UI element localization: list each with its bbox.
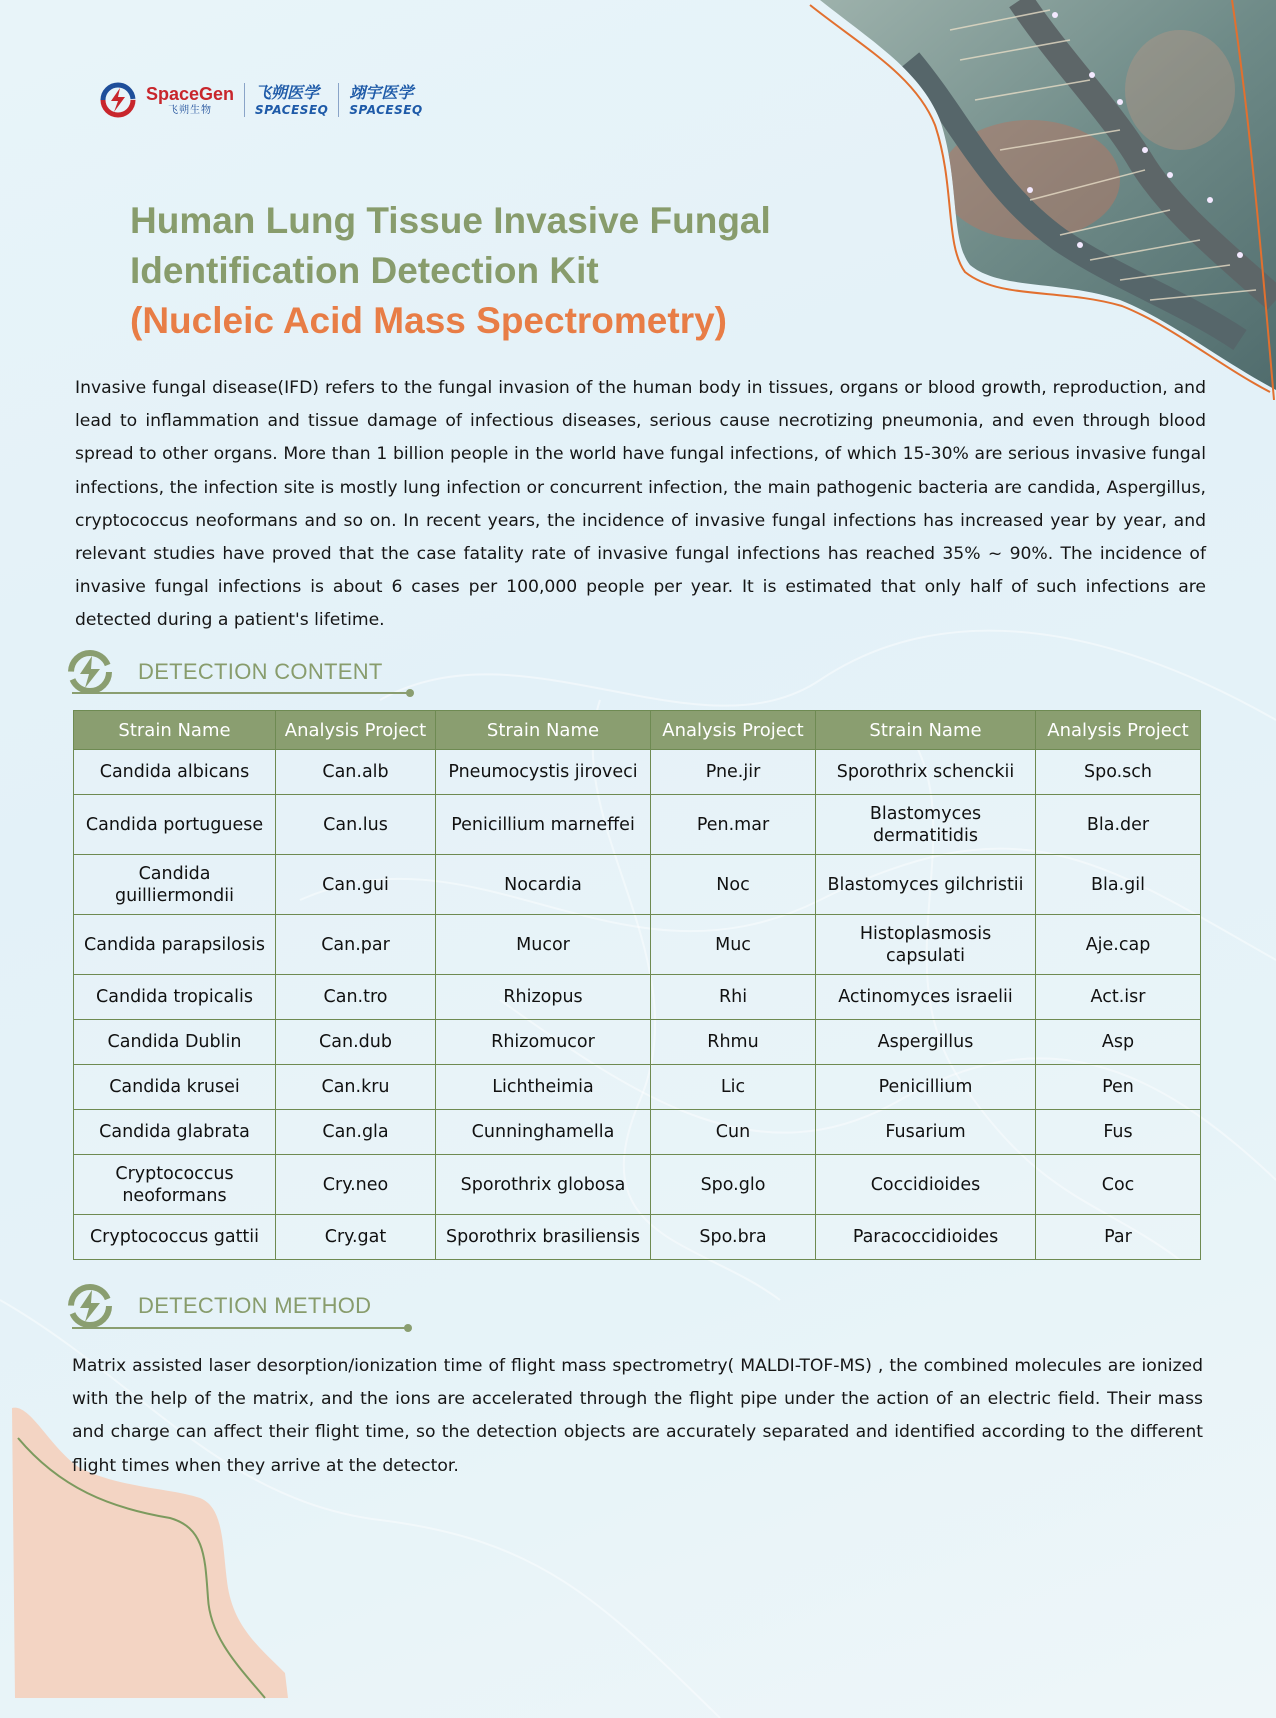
brand-logos	[100, 80, 423, 120]
analysis-project-cell: Fus	[1036, 1110, 1201, 1155]
strain-name-cell: Candida tropicalis	[74, 975, 276, 1020]
table-row	[74, 750, 1201, 795]
strain-name-cell: Sporothrix globosa	[436, 1155, 651, 1215]
spaceseq-1-cn: 飞朔医学	[255, 82, 320, 102]
strain-name-cell: Rhizopus	[436, 975, 651, 1020]
analysis-project-cell: Can.lus	[276, 795, 436, 855]
strain-name-cell: Aspergillus	[816, 1020, 1036, 1065]
analysis-project-cell: Coc	[1036, 1155, 1201, 1215]
table-row	[74, 1065, 1201, 1110]
analysis-project-cell: Can.tro	[276, 975, 436, 1020]
header-strain-name: Strain Name	[74, 711, 276, 750]
header-strain-name: Strain Name	[436, 711, 651, 750]
section-header-detection-content	[66, 648, 383, 696]
section-title: DETECTION METHOD	[138, 1293, 372, 1318]
strain-name-cell: Candida albicans	[74, 750, 276, 795]
table-row	[74, 1020, 1201, 1065]
brand-subname: 飞朔生物	[168, 104, 213, 116]
detection-content-table	[73, 710, 1201, 1260]
analysis-project-cell: Rhmu	[651, 1020, 816, 1065]
analysis-project-cell: Noc	[651, 855, 816, 915]
analysis-project-cell: Spo.bra	[651, 1215, 816, 1260]
analysis-project-cell: Aje.cap	[1036, 915, 1201, 975]
strain-name-cell: Nocardia	[436, 855, 651, 915]
section-header-detection-method	[66, 1282, 371, 1330]
analysis-project-cell: Lic	[651, 1065, 816, 1110]
analysis-project-cell: Bla.der	[1036, 795, 1201, 855]
strain-name-cell: Cunninghamella	[436, 1110, 651, 1155]
analysis-project-cell: Pen.mar	[651, 795, 816, 855]
page-title	[130, 196, 771, 346]
strain-name-cell: Cryptococcus neoformans	[74, 1155, 276, 1215]
table-row	[74, 975, 1201, 1020]
section-underline-dot	[404, 1324, 412, 1332]
analysis-project-cell: Cun	[651, 1110, 816, 1155]
title-line-1: Human Lung Tissue Invasive Fungal	[130, 200, 771, 241]
spaceseq-2-en: SPACESEQ	[349, 102, 423, 117]
spaceseq-logo-1	[255, 82, 329, 117]
strain-name-cell: Pneumocystis jiroveci	[436, 750, 651, 795]
strain-name-cell: Candida guilliermondii	[74, 855, 276, 915]
title-line-3: (Nucleic Acid Mass Spectrometry)	[130, 300, 727, 341]
table-row	[74, 915, 1201, 975]
logo-divider	[338, 83, 339, 117]
analysis-project-cell: Can.gla	[276, 1110, 436, 1155]
strain-name-cell: Sporothrix schenckii	[816, 750, 1036, 795]
analysis-project-cell: Can.kru	[276, 1065, 436, 1110]
analysis-project-cell: Can.par	[276, 915, 436, 975]
strain-name-cell: Sporothrix brasiliensis	[436, 1215, 651, 1260]
section-underline-dot	[406, 689, 414, 697]
spacegen-logo-icon	[100, 82, 136, 118]
analysis-project-cell: Cry.neo	[276, 1155, 436, 1215]
strain-name-cell: Actinomyces israelii	[816, 975, 1036, 1020]
table-row	[74, 1155, 1201, 1215]
strain-name-cell: Paracoccidioides	[816, 1215, 1036, 1260]
strain-name-cell: Candida Dublin	[74, 1020, 276, 1065]
analysis-project-cell: Bla.gil	[1036, 855, 1201, 915]
section-underline	[72, 692, 410, 694]
analysis-project-cell: Pen	[1036, 1065, 1201, 1110]
spaceseq-1-en: SPACESEQ	[255, 102, 329, 117]
strain-name-cell: Candida krusei	[74, 1065, 276, 1110]
header-strain-name: Strain Name	[816, 711, 1036, 750]
section-title: DETECTION CONTENT	[138, 659, 383, 684]
strain-name-cell: Candida parapsilosis	[74, 915, 276, 975]
strain-name-cell: Lichtheimia	[436, 1065, 651, 1110]
table-row	[74, 1215, 1201, 1260]
header-analysis-project: Analysis Project	[276, 711, 436, 750]
analysis-project-cell: Spo.glo	[651, 1155, 816, 1215]
strain-name-cell: Coccidioides	[816, 1155, 1036, 1215]
analysis-project-cell: Muc	[651, 915, 816, 975]
method-paragraph: Matrix assisted laser desorption/ionization time of flight mass spectrometry( MALDI-TOF-MS) , the combined molecules are ionized with the help of the matrix, and the ions are accelerated through the flight pipe under the action of an electric field. Their mass and charge can affect their flight time, so the detection objects are accurately separated and identified according to the different flight times when they arrive at the detector.	[72, 1356, 1203, 1476]
table-row	[74, 795, 1201, 855]
title-line-2: Identification Detection Kit	[130, 250, 599, 291]
spaceseq-logo-2	[349, 82, 423, 117]
table-row	[74, 1110, 1201, 1155]
analysis-project-cell: Asp	[1036, 1020, 1201, 1065]
strain-name-cell: Penicillium marneffei	[436, 795, 651, 855]
analysis-project-cell: Can.gui	[276, 855, 436, 915]
analysis-project-cell: Pne.jir	[651, 750, 816, 795]
table-row	[74, 855, 1201, 915]
dna-helix-image	[800, 0, 1276, 400]
intro-paragraph: Invasive fungal disease(IFD) refers to the fungal invasion of the human body in tissues, organs or blood growth, reproduction, and lead to inflammation and tissue damage of infectious diseases, serious cause necrotizing pneumonia, and even through blood spread to other organs. More than 1 billion people in the world have fungal infections, of which 15-30% are serious invasive fungal infections, the infection site is mostly lung infection or concurrent infection, the main pathogenic bacteria are candida, Aspergillus, cryptococcus neoformans and so on. In recent years, the incidence of invasive fungal infections has increased year by year, and relevant studies have proved that the case fatality rate of invasive fungal infections has reached 35% ~ 90%. The incidence of invasive fungal infections is about 6 cases per 100,000 people per year. It is estimated that only half of such infections are detected during a patient's lifetime.	[75, 378, 1206, 631]
strain-name-cell: Blastomyces gilchristii	[816, 855, 1036, 915]
strain-name-cell: Candida portuguese	[74, 795, 276, 855]
header-analysis-project: Analysis Project	[1036, 711, 1201, 750]
analysis-project-cell: Rhi	[651, 975, 816, 1020]
header-analysis-project: Analysis Project	[651, 711, 816, 750]
strain-name-cell: Blastomyces dermatitidis	[816, 795, 1036, 855]
strain-name-cell: Candida glabrata	[74, 1110, 276, 1155]
section-underline	[72, 1327, 408, 1329]
strain-name-cell: Histoplasmosis capsulati	[816, 915, 1036, 975]
table-header-row	[74, 711, 1201, 750]
analysis-project-cell: Can.dub	[276, 1020, 436, 1065]
analysis-project-cell: Cry.gat	[276, 1215, 436, 1260]
analysis-project-cell: Can.alb	[276, 750, 436, 795]
section-logo-icon	[66, 648, 114, 696]
section-logo-icon	[66, 1282, 114, 1330]
analysis-project-cell: Act.isr	[1036, 975, 1201, 1020]
spaceseq-2-cn: 翊宇医学	[349, 82, 414, 102]
analysis-project-cell: Spo.sch	[1036, 750, 1201, 795]
logo-divider	[244, 83, 245, 117]
strain-name-cell: Mucor	[436, 915, 651, 975]
strain-name-cell: Fusarium	[816, 1110, 1036, 1155]
strain-name-cell: Cryptococcus gattii	[74, 1215, 276, 1260]
table-body	[74, 750, 1201, 1260]
brand-name: SpaceGen	[146, 83, 235, 104]
strain-name-cell: Penicillium	[816, 1065, 1036, 1110]
spacegen-wordmark	[146, 85, 234, 116]
analysis-project-cell: Par	[1036, 1215, 1201, 1260]
strain-name-cell: Rhizomucor	[436, 1020, 651, 1065]
